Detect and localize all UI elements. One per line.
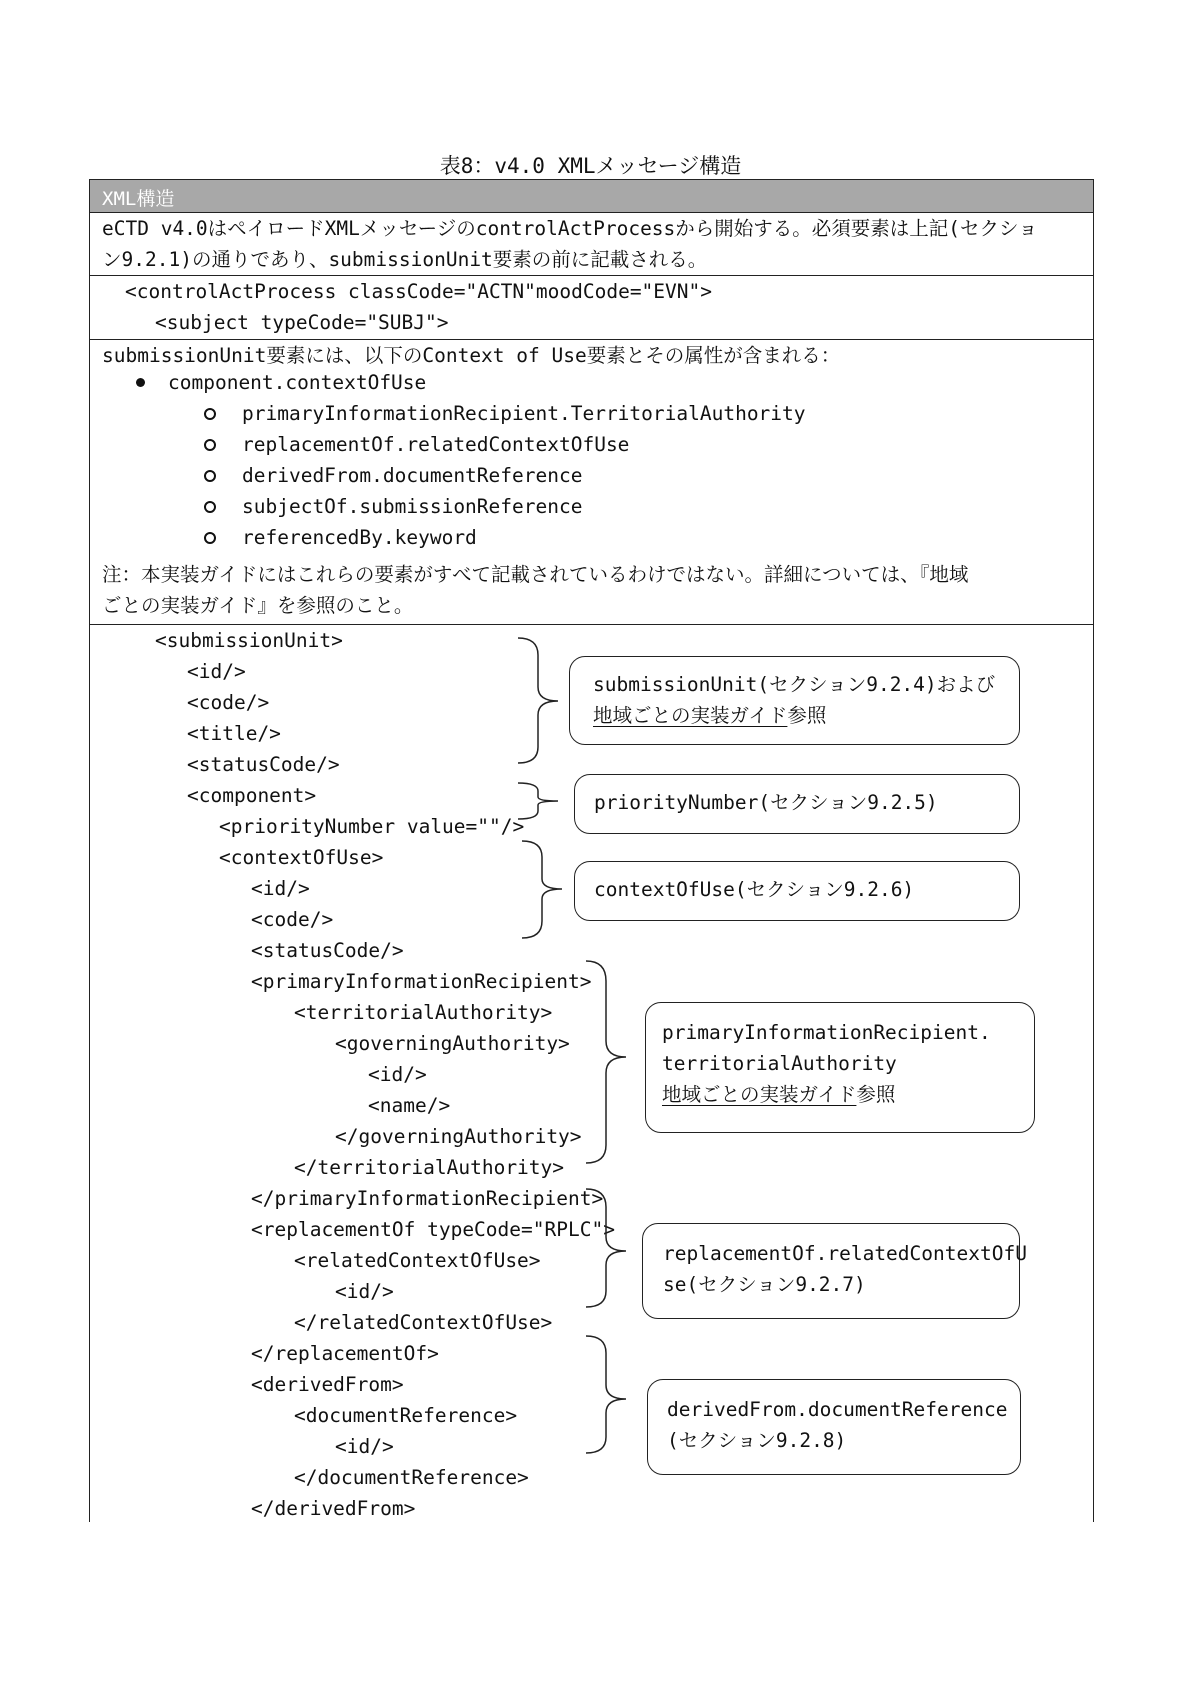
xml-line: <code/> (251, 908, 334, 931)
bullet-icon (136, 378, 145, 387)
intro-row (90, 212, 1093, 275)
xml-structure-table (89, 179, 1094, 1522)
xml-line: <replacementOf typeCode="RPLC"> (251, 1218, 615, 1241)
xml-line: <governingAuthority> (335, 1032, 570, 1055)
callout-suffix: 参照 (787, 704, 827, 727)
callout-replacement-of-line2: se(セクション9.2.7) (663, 1273, 866, 1296)
circle-bullet-icon (204, 439, 216, 451)
context-sub-item: subjectOf.submissionReference (242, 495, 583, 518)
control-row (90, 275, 1093, 339)
context-sub-item: derivedFrom.documentReference (242, 464, 583, 487)
circle-bullet-icon (204, 532, 216, 544)
bracket-submission-unit (518, 638, 558, 763)
bracket-priority-number (518, 783, 558, 819)
context-sub-item: replacementOf.relatedContextOfUse (242, 433, 630, 456)
subject-line: <subject typeCode="SUBJ"> (155, 311, 449, 334)
context-lead: submissionUnit要素には、以下のContext of Use要素とその属性が含まれる： (102, 344, 841, 367)
bracket-primary-recipient (586, 961, 626, 1163)
table-header: XML構造 (90, 179, 1093, 212)
bullet-text: component.contextOfUse (168, 371, 427, 394)
callout-submission-unit (569, 656, 1020, 745)
callout-primary-recipient-line1: primaryInformationRecipient. (662, 1021, 991, 1044)
xml-line: </territorialAuthority> (294, 1156, 565, 1179)
xml-line: <id/> (335, 1435, 394, 1458)
context-sub-item: referencedBy.keyword (242, 526, 477, 549)
bracket-context-of-use (522, 841, 562, 938)
xml-line: </documentReference> (294, 1466, 529, 1489)
intro-line-2: ン9.2.1)の通りであり、submissionUnit要素の前に記載される。 (102, 248, 708, 271)
callout-priority-number (574, 774, 1020, 834)
xml-line: </replacementOf> (251, 1342, 439, 1365)
note-line-2: ごとの実装ガイド』を参照のこと。 (102, 594, 414, 617)
xml-line: <title/> (187, 722, 281, 745)
xml-line: <id/> (368, 1063, 427, 1086)
xml-line: <statusCode/> (187, 753, 340, 776)
xml-line: <contextOfUse> (219, 846, 384, 869)
xml-line: </relatedContextOfUse> (294, 1311, 553, 1334)
xml-line: <primaryInformationRecipient> (251, 970, 592, 993)
callout-context-of-use-text: contextOfUse(セクション9.2.6) (594, 878, 915, 901)
callout-replacement-of (642, 1223, 1027, 1319)
xml-line: <relatedContextOfUse> (294, 1249, 541, 1272)
regional-guide-link[interactable]: 地域ごとの実装ガイド (593, 704, 788, 727)
xml-line: <submissionUnit> (155, 629, 343, 652)
xml-line: </derivedFrom> (251, 1497, 416, 1520)
callout-derived-from-line2: (セクション9.2.8) (667, 1429, 847, 1452)
xml-line: <statusCode/> (251, 939, 404, 962)
bracket-replacement-of (586, 1189, 626, 1307)
xml-line: <id/> (335, 1280, 394, 1303)
intro-line-1: eCTD v4.0はペイロードXMLメッセージのcontrolActProcessから開始する。必須要素は上記(セクショ (102, 217, 1038, 240)
xml-line: <name/> (368, 1094, 451, 1117)
callout-submission-unit-text: submissionUnit(セクション9.2.4)および (593, 673, 996, 696)
xml-line: <documentReference> (294, 1404, 518, 1427)
circle-bullet-icon (204, 470, 216, 482)
control-act-process-line: <controlActProcess classCode="ACTN"moodCode="EVN"> (125, 280, 712, 303)
xml-line: </primaryInformationRecipient> (251, 1187, 604, 1210)
bracket-derived-from (586, 1336, 626, 1453)
regional-guide-link[interactable]: 地域ごとの実装ガイド (662, 1083, 857, 1106)
callout-primary-recipient (645, 1002, 1035, 1133)
circle-bullet-icon (204, 408, 216, 420)
context-sub-item: primaryInformationRecipient.TerritorialAuthority (242, 402, 806, 425)
callout-replacement-of-line1: replacementOf.relatedContextOfU (663, 1242, 1027, 1265)
callout-priority-number-text: priorityNumber(セクション9.2.5) (594, 791, 938, 814)
xml-line: </governingAuthority> (335, 1125, 582, 1148)
xml-tree-row (90, 624, 1093, 1522)
xml-line: <derivedFrom> (251, 1373, 404, 1396)
xml-line: <component> (187, 784, 317, 807)
callout-suffix: 参照 (856, 1083, 896, 1106)
xml-line: <code/> (187, 691, 270, 714)
xml-line: <id/> (187, 660, 246, 683)
xml-line: <id/> (251, 877, 310, 900)
callout-derived-from (647, 1379, 1021, 1475)
context-of-use-row (90, 339, 1093, 624)
callout-primary-recipient-line2: territorialAuthority (662, 1052, 897, 1075)
circle-bullet-icon (204, 501, 216, 513)
xml-line: <priorityNumber value=""/> (219, 815, 525, 838)
note-line-1: 注：本実装ガイドにはこれらの要素がすべて記載されているわけではない。詳細については、『地域 (102, 563, 969, 586)
callout-derived-from-line1: derivedFrom.documentReference (667, 1398, 1008, 1421)
callout-context-of-use (574, 861, 1020, 921)
xml-line: <territorialAuthority> (294, 1001, 553, 1024)
table-caption: 表8：v4.0 XMLメッセージ構造 (439, 154, 742, 178)
